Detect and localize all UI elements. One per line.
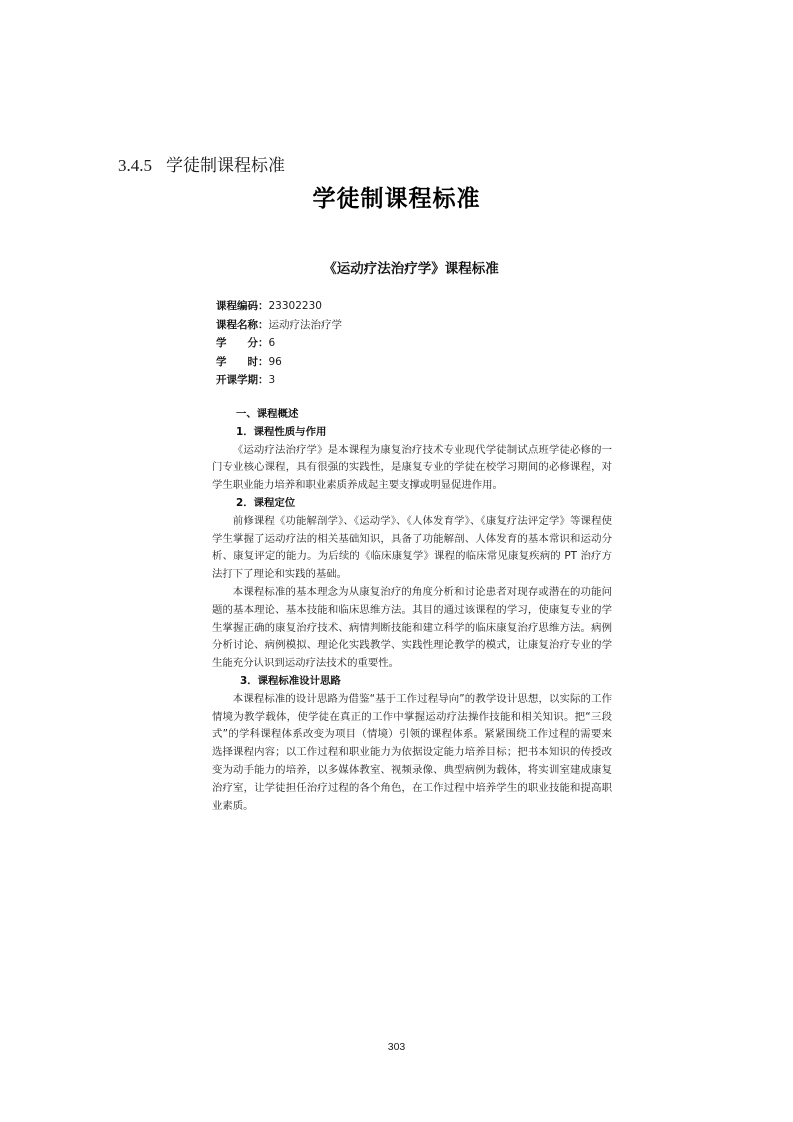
- meta-key: 开课学期：: [216, 374, 269, 386]
- meta-value: 运动疗法治疗学: [268, 318, 342, 331]
- subheading-positioning: 2．课程定位: [236, 496, 296, 509]
- meta-key: 学 分：: [216, 337, 269, 349]
- meta-value: 6: [268, 337, 276, 349]
- section-heading: [118, 151, 285, 176]
- meta-row-credits: [216, 334, 342, 353]
- document-title: 《运动疗法治疗学》课程标准: [323, 261, 499, 277]
- subheading-nature: 1．课程性质与作用: [236, 425, 327, 438]
- paragraph-positioning: 前修课程《功能解剖学》、《运动学》、《人体发育学》、《康复疗法评定学》等课程使学生掌握了运动疗法的相关基础知识，具备了功能解剖、人体发育的基本常识和运动分析、康复评定的能力。为后续的《临床康复学》课程的临床常见康复疾病的 PT 治疗方法打下了理论和实践的基础。: [212, 514, 612, 581]
- meta-row-code: [216, 297, 342, 316]
- meta-row-semester: [216, 371, 342, 390]
- section-number: 3.4.5: [118, 156, 152, 175]
- meta-key: 学 时：: [216, 355, 269, 368]
- meta-row-name: [216, 316, 342, 335]
- heading-overview: 一、课程概述: [236, 408, 299, 420]
- paragraph-nature: 《运动疗法治疗学》是本课程为康复治疗技术专业现代学徒制试点班学徒必修的一门专业核心课程，具有很强的实践性，是康复专业的学徒在校学习期间的必修课程，对学生职业能力培养和职业素质养成起主要支撑或明显促进作用。: [212, 443, 612, 492]
- meta-key: 课程编码：: [216, 300, 269, 312]
- meta-value: 23302230: [268, 300, 322, 312]
- subheading-design: 3．课程标准设计思路: [240, 674, 341, 687]
- meta-row-hours: [216, 353, 342, 372]
- meta-key: 课程名称：: [216, 318, 269, 331]
- document-body: [212, 406, 612, 815]
- paragraph-philosophy: 本课程标准的基本理念为从康复治疗的角度分析和讨论患者对现存或潜在的功能问题的基本理论、基本技能和临床思维方法。其目的通过该课程的学习，使康复专业的学生掌握正确的康复治疗技术、病情判断技能和建立科学的临床康复治疗思维方法。病例分析讨论、病例模拟、理论化实践教学、实践性理论教学的模式，让康复治疗专业的学生能充分认识到运动疗法技术的重要性。: [212, 585, 612, 670]
- scanned-document: [196, 244, 626, 844]
- meta-value: 3: [268, 374, 276, 386]
- section-title: 学徒制课程标准: [166, 156, 285, 175]
- page-number: 303: [387, 1041, 406, 1053]
- paragraph-design: 本课程标准的设计思路为借鉴“基于工作过程导向”的教学设计思想，以实际的工作情境为教学载体，使学徒在真正的工作中掌握运动疗法操作技能和相关知识。把“三段式”的学科课程体系改变为项目（情境）引领的课程体系。紧紧围绕工作过程的需要来选择课程内容；以工作过程和职业能力为依据设定能力培养目标；把书本知识的传授改变为动手能力的培养，以多媒体教室、视频录像、典型病例为载体，将实训室建成康复治疗室，让学徒担任治疗过程的各个角色，在工作过程中培养学生的职业技能和提高职业素质。: [212, 692, 612, 812]
- page-title: 学徒制课程标准: [312, 186, 481, 212]
- meta-value: 96: [268, 355, 282, 368]
- course-meta: [216, 297, 342, 390]
